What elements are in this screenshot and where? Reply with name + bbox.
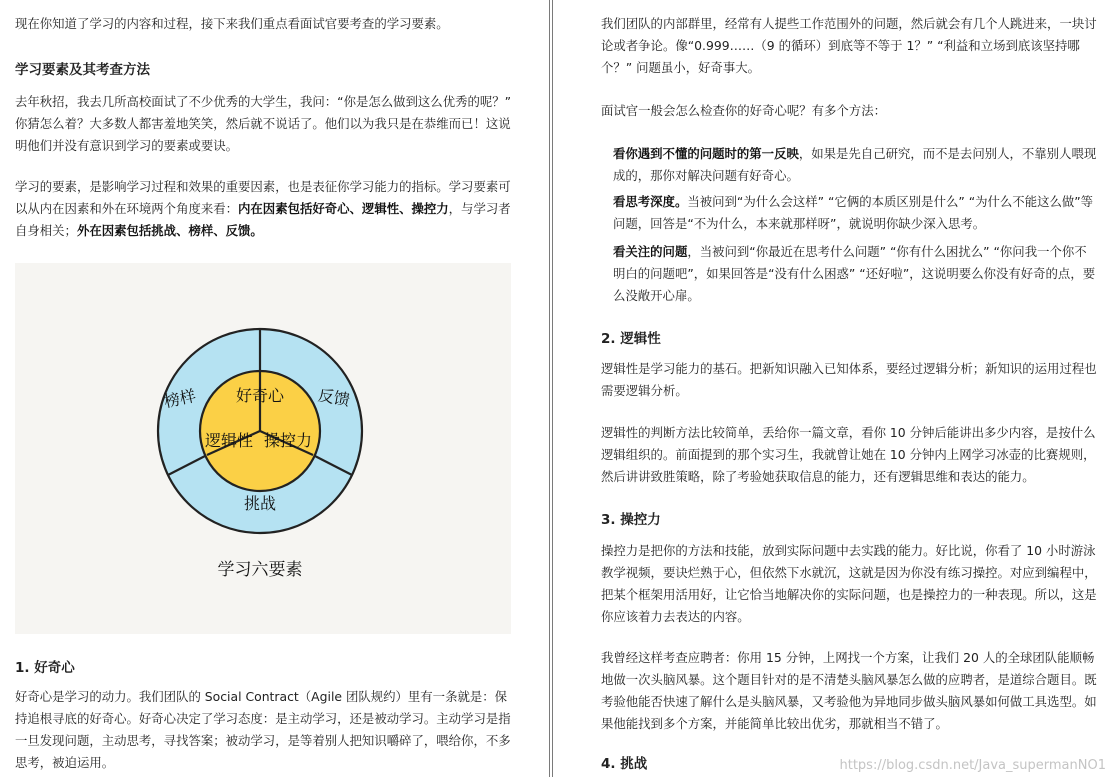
curiosity-paragraph: 好奇心是学习的动力。我们团队的 Social Contract（Agile 团队规约）里有一条就是：保持追根寻底的好奇心。好奇心决定了学习态度：是主动学习，还是被动学习。主动学习是指一旦发现问题，主动思考，寻找答案；被动学习，是等着别人把知识嚼碎了，喂给你，不多思考，被迫运用。 [15,689,511,770]
role-model-label: 榜样 [162,385,198,412]
six-elements-diagram [15,263,511,634]
challenge-label: 挑战 [243,494,277,513]
heading-control: 3. 操控力 [601,512,661,528]
right-page [553,0,1112,777]
left-page [0,0,547,777]
intro-paragraph: 现在你知道了学习的内容和过程，接下来我们重点看面试官要考查的学习要素。 [15,16,449,31]
method-thinking-depth: 看思考深度。当被问到“为什么会这样” “它俩的本质区别是什么” “为什么不能这么做”等问题，回答是“不为什么，本来就那样呀”，就说明你缺少深入思考。 [613,194,1094,231]
section-title: 学习要素及其考查方法 [15,62,150,78]
team-group-paragraph: 我们团队的内部群里，经常有人提些工作范围外的问题，然后就会有几个人跳进来，一块讨论或者争论。像“0.999……（9 的循环）到底等不等于 1？” “利益和立场到底该坚持哪个？” 问题虽小，好奇事大。 [601,16,1097,75]
internal-factors-bold: 内在因素包括好奇心、逻辑性、操控力 [238,201,449,216]
page-divider-left [549,0,550,777]
interview-paragraph: 去年秋招，我去几所高校面试了不少优秀的大学生，我问：“你是怎么做到这么优秀的呢？” 你猜怎么着？大多数人都害羞地笑笑，然后就不说话了。他们以为我只是在恭维而已！这说明他们并没有意识到学习的要素或要诀。 [15,94,512,153]
heading-challenge: 4. 挑战 [601,756,648,772]
elements-paragraph: 学习的要素，是影响学习过程和效果的重要因素，也是表征你学习能力的指标。学习要素可以从内在因素和外在环境两个角度来看：内在因素包括好奇心、逻辑性、操控力，与学习者自身相关；外在因素包括挑战、榜样、反馈。 [15,179,511,238]
feedback-label: 反馈 [316,385,352,410]
curiosity-label: 好奇心 [235,386,285,405]
method-first-reaction: 看你遇到不懂的问题时的第一反映，如果是先自己研究，而不是去问别人，不靠别人喂现成的，那你对解决问题有好奇心。 [613,146,1097,183]
logic-paragraph-1: 逻辑性是学习能力的基石。把新知识融入已知体系，要经过逻辑分析；新知识的运用过程也需要逻辑分析。 [601,361,1097,398]
heading-logic: 2. 逻辑性 [601,331,661,347]
methods-intro: 面试官一般会怎么检查你的好奇心呢？有多个方法： [601,103,886,118]
logic-label: 逻辑性 [204,431,254,450]
logic-paragraph-2: 逻辑性的判断方法比较简单，丢给你一篇文章，看你 10 分钟后能讲出多少内容，是按什么逻辑组织的。前面提到的那个实习生，我就曾让她在 10 分钟内上网学习冰壶的比赛规则，然后讲讲致胜策略，除了考验她获取信息的能力，还有逻辑思维和表达的能力。 [601,425,1096,484]
method-focus-questions: 看关注的问题，当被问到“你最近在思考什么问题” “你有什么困扰么” “你问我一个你不明白的问题吧”，如果回答是“没有什么困惑” “还好啦”，这说明要么你没有好奇的点，要么没敞开心扉。 [613,244,1096,303]
control-paragraph-2: 我曾经这样考查应聘者：你用 15 分钟，上网找一个方案，让我们 20 人的全球团队能顺畅地做一次头脑风暴。这个题目针对的是不清楚头脑风暴怎么做的应聘者，是道综合题目。既考验他能否快速了解什么是头脑风暴，又考验他为异地同步做头脑风暴如何做工具选型。如果他能找到多个方案，并能简单比较出优劣，那就相当不错了。 [601,650,1097,731]
heading-curiosity: 1. 好奇心 [15,660,75,676]
diagram-caption: 学习六要素 [217,560,303,580]
control-paragraph-1: 操控力是把你的方法和技能，放到实际问题中去实践的能力。好比说，你看了 10 小时游泳教学视频，要诀烂熟于心，但依然下水就沉，这就是因为你没有练习操控。对应到编程中，把某个框架用活用好，让它恰当地解决你的实际问题，也是操控力的一种表现。所以，这是你应该着力去表达的内容。 [601,543,1097,624]
watermark: https://blog.csdn.net/Java_supermanNO1 [839,758,1106,773]
external-factors-bold: 外在因素包括挑战、榜样、反馈。 [76,223,263,238]
six-elements-svg [15,263,511,634]
control-label: 操控力 [263,431,313,450]
